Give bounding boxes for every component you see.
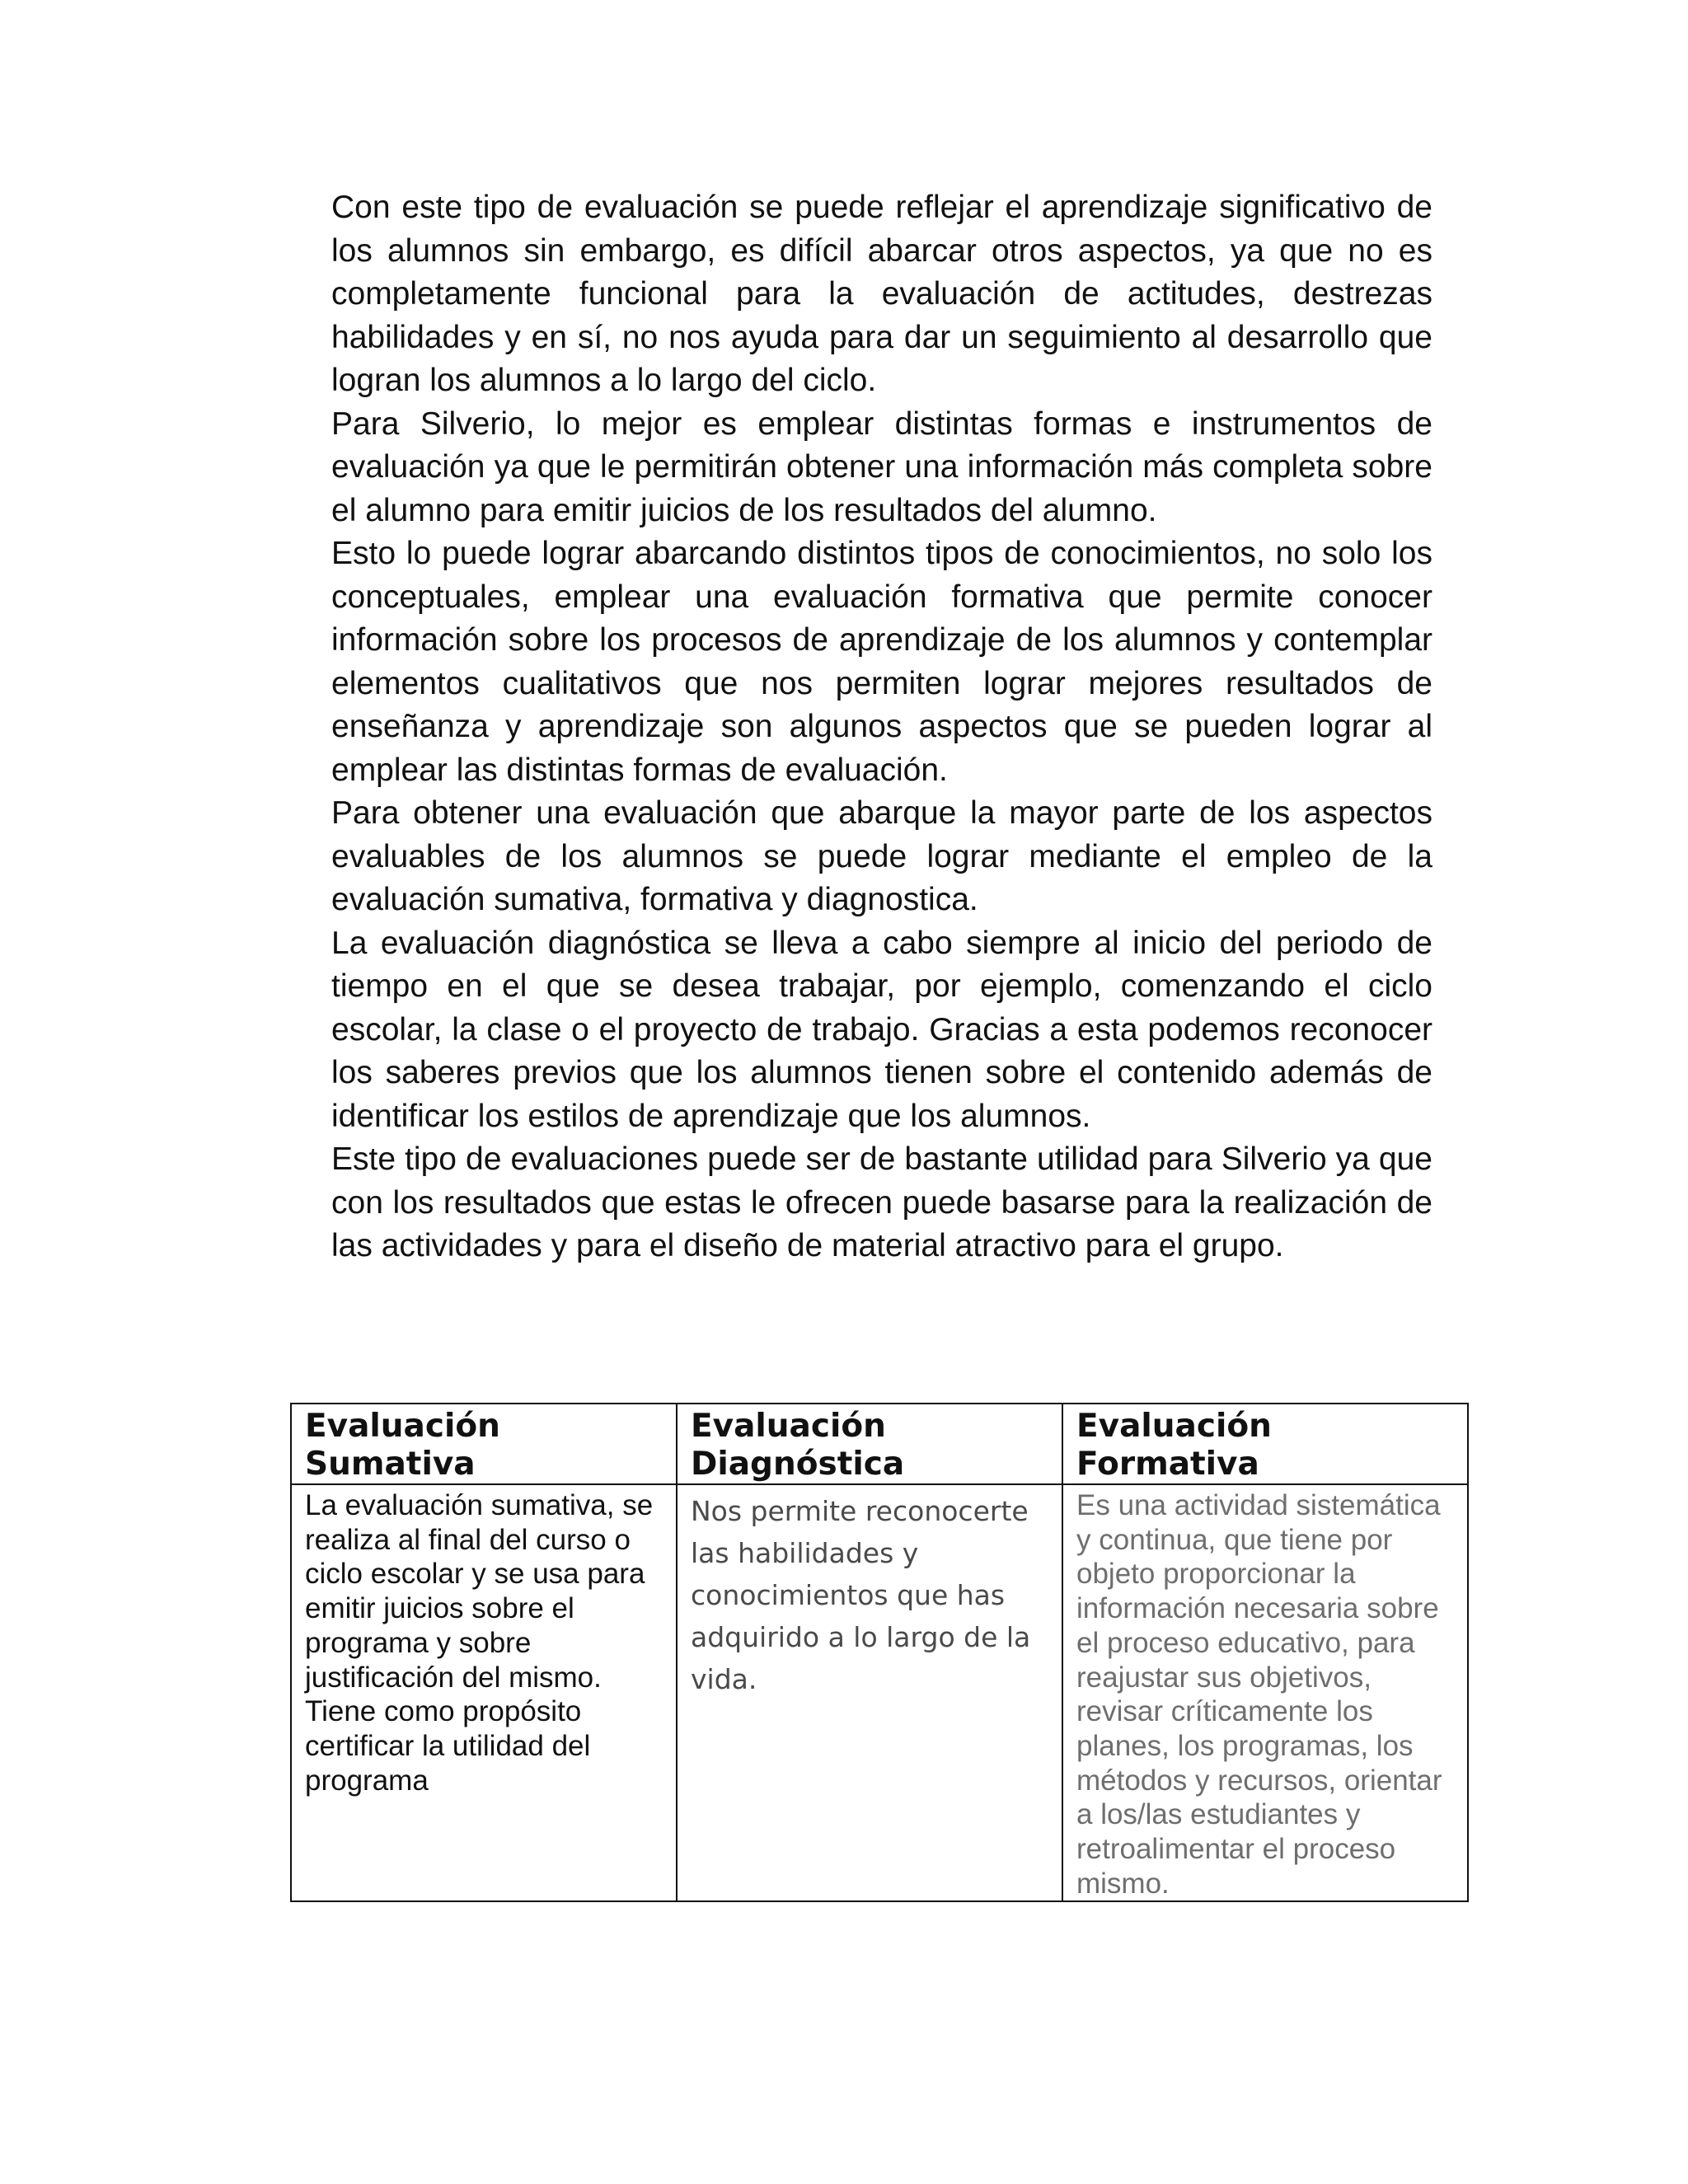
body-text [331,186,1432,1268]
evaluation-comparison-table [290,1403,1469,1902]
header-diagnostica: Evaluación Diagnóstica [677,1404,1062,1484]
cell-sumativa: La evaluación sumativa, se realiza al final del curso o ciclo escolar y se usa para emitir juicios sobre el programa y sobre justificación del mismo. Tiene como propósito certificar la utilidad del programa [291,1484,677,1901]
paragraph-2: Para Silverio, lo mejor es emplear distintas formas e instrumentos de evaluación ya que le permitirán obtener una información más completa sobre el alumno para emitir juicios de los resultados del alumno. [331,405,1432,528]
paragraph-3: Esto lo puede lograr abarcando distintos tipos de conocimientos, no solo los conceptuales, emplear una evaluación formativa que permite conocer información sobre los procesos de aprendizaje de los alumnos y contemplar elementos cualitativos que nos permiten lograr mejores resultados de enseñanza y aprendizaje son algunos aspectos que se pueden lograr al emplear las distintas formas de evaluación. [331,536,1432,788]
header-sumativa: Evaluación Sumativa [291,1404,677,1484]
table-row [291,1484,1468,1901]
paragraph-5: La evaluación diagnóstica se lleva a cabo siempre al inicio del periodo de tiempo en el que se desea trabajar, por ejemplo, comenzando el ciclo escolar, la clase o el proyecto de trabajo. Gracias a esta podemos reconocer los saberes previos que los alumnos tienen sobre el contenido además de identificar los estilos de aprendizaje que los alumnos. [331,925,1432,1134]
table-header-row [291,1404,1468,1484]
cell-formativa: Es una actividad sistemática y continua, que tiene por objeto proporcionar la información necesaria sobre el proceso educativo, para reajustar sus objetivos, revisar críticamente los planes, los programas, los métodos y recursos, orientar a los/las estudiantes y retroalimentar el proceso mismo. [1062,1484,1468,1901]
paragraph-4: Para obtener una evaluación que abarque la mayor parte de los aspectos evaluables de los alumnos se puede lograr mediante el empleo de la evaluación sumativa, formativa y diagnostica. [331,795,1432,917]
header-formativa: Evaluación Formativa [1062,1404,1468,1484]
paragraph-6: Este tipo de evaluaciones puede ser de bastante utilidad para Silverio ya que con los resultados que estas le ofrecen puede basarse para la realización de las actividades y para el diseño de material atractivo para el grupo. [331,1141,1432,1263]
paragraph-1: Con este tipo de evaluación se puede reflejar el aprendizaje significativo de los alumnos sin embargo, es difícil abarcar otros aspectos, ya que no es completamente funcional para la evaluación de actitudes, destrezas habilidades y en sí, no nos ayuda para dar un seguimiento al desarrollo que logran los alumnos a lo largo del ciclo. [331,190,1432,398]
cell-diagnostica: Nos permite reconocerte las habilidades y conocimientos que has adquirido a lo largo de la vida. [677,1484,1062,1901]
